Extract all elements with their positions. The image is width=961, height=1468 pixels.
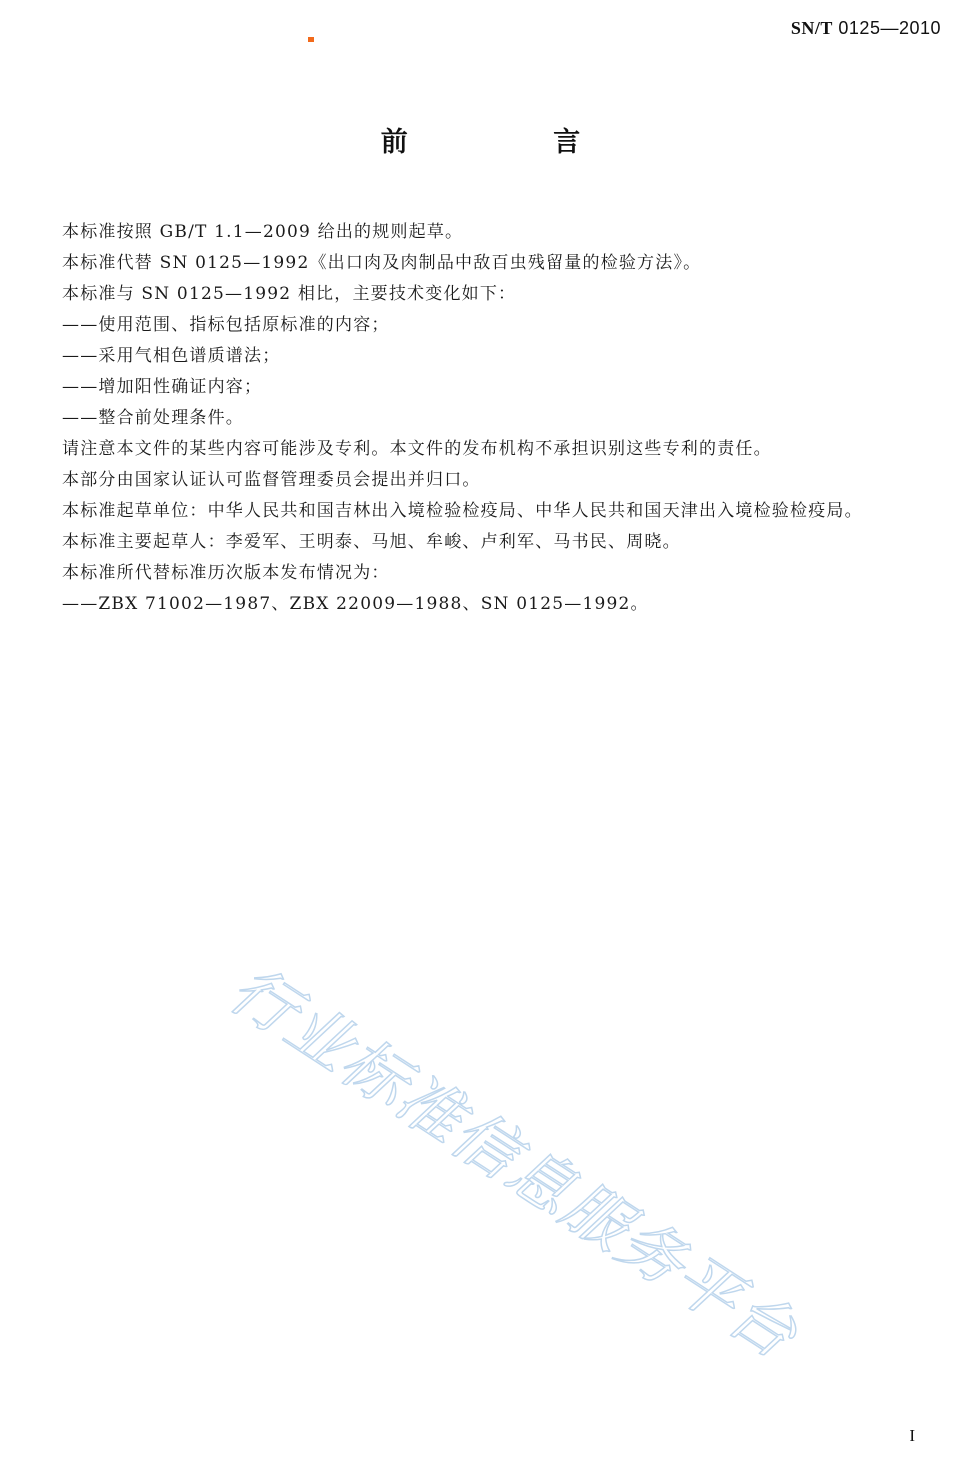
change-item: ——采用气相色谱质谱法； — [62, 346, 281, 366]
orange-mark — [308, 37, 314, 42]
paragraph: 本标准按照 GB/T 1.1—2009 给出的规则起草。 — [62, 222, 464, 242]
paragraph: 本标准主要起草人：李爱军、王明泰、马旭、牟峻、卢利军、马书民、周晓。 — [62, 532, 681, 552]
paragraph: 请注意本文件的某些内容可能涉及专利。本文件的发布机构不承担识别这些专利的责任。 — [62, 439, 772, 459]
document-code — [791, 18, 941, 39]
change-item: ——整合前处理条件。 — [62, 408, 244, 428]
paragraph: 本标准所代替标准历次版本发布情况为： — [62, 563, 390, 583]
change-item: ——增加阳性确证内容； — [62, 377, 263, 397]
paragraph: 本部分由国家认证认可监督管理委员会提出并归口。 — [62, 470, 481, 490]
page-number: I — [909, 1426, 915, 1445]
change-item: ——使用范围、指标包括原标准的内容； — [62, 315, 390, 335]
document-code-prefix: SN/T — [790, 18, 833, 38]
watermark: 行业标准信息服务平台 — [216, 952, 811, 1375]
paragraph: 本标准起草单位：中华人民共和国吉林出入境检验检疫局、中华人民共和国天津出入境检验检疫局。 — [62, 501, 863, 521]
paragraph: 本标准代替 SN 0125—1992《出口肉及肉制品中敌百虫残留量的检验方法》。 — [62, 253, 702, 273]
document-code-number: 0125—2010 — [838, 18, 941, 38]
page-title: 前 言 — [380, 127, 649, 158]
version-history-item: ——ZBX 71002—1987、ZBX 22009—1988、SN 0125—1992。 — [62, 594, 649, 614]
foreword-body — [20, 217, 942, 620]
paragraph: 本标准与 SN 0125—1992 相比，主要技术变化如下： — [62, 284, 517, 304]
